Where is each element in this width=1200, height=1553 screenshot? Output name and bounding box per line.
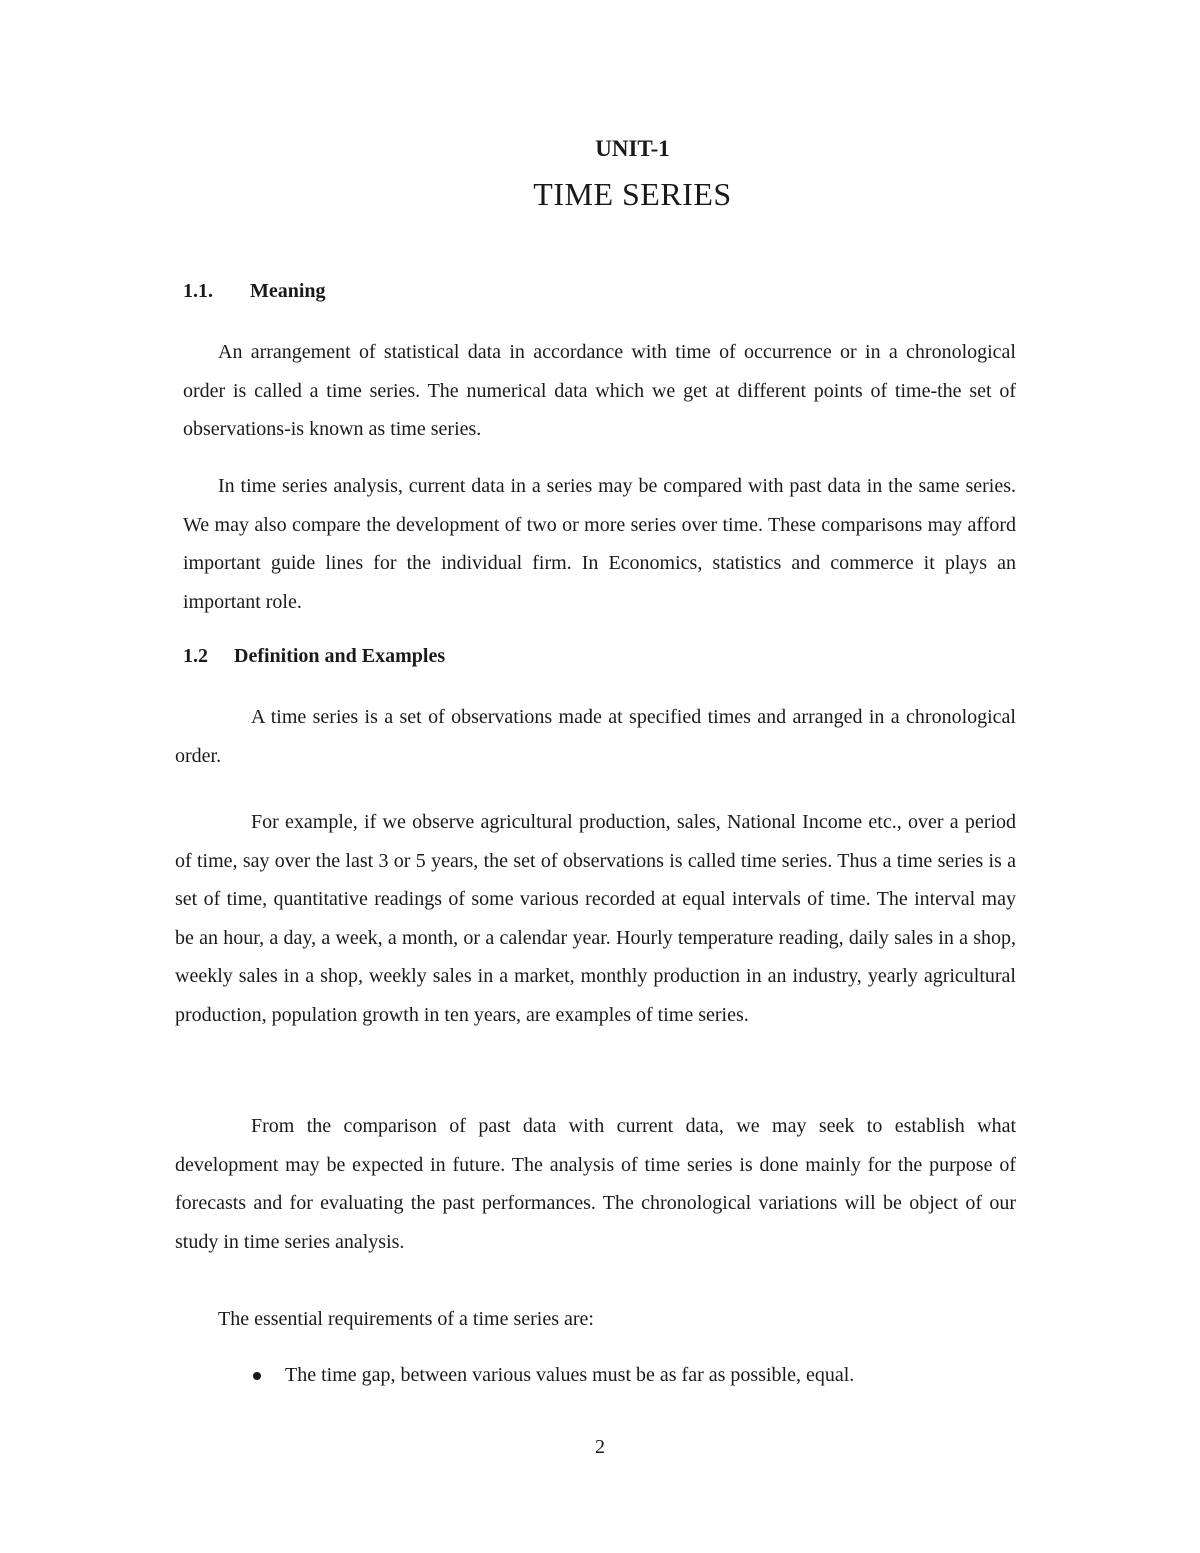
paragraph-definition-2: For example, if we observe agricultural production, sales, National Income etc., over a period of time, say over the last 3 or 5 years, the set of observations is called time series. Thus a time series is a set of time, quantitative readings of some various recorded at equal intervals of time. The interval may be an hour, a day, a week, a month, or a calendar year. Hourly temperature reading, daily sales in a shop, weekly sales in a shop, weekly sales in a market, monthly production in an industry, yearly agricultural production, population growth in ten years, are examples of time series.	[175, 811, 1016, 1026]
section-number: 1.2	[183, 645, 208, 667]
paragraph-meaning-1: An arrangement of statistical data in accordance with time of occurrence or in a chronological order is called a time series. The numerical data which we get at different points of time-the set of observations-is known as time series.	[183, 341, 1016, 440]
paragraph-meaning-2: In time series analysis, current data in a series may be compared with past data in the same series. We may also compare the development of two or more series over time. These comparisons may afford important guide lines for the individual firm. In Economics, statistics and commerce it plays an important role.	[183, 475, 1016, 613]
section-heading-definition	[183, 645, 445, 668]
section-title: Definition and Examples	[234, 645, 446, 667]
paragraph-definition-3: From the comparison of past data with current data, we may seek to establish what development may be expected in future. The analysis of time series is done mainly for the purpose of forecasts and for evaluating the past performances. The chronological variations will be object of our study in time series analysis.	[175, 1115, 1016, 1253]
bullet-list-item	[251, 1364, 854, 1387]
page-number: 2	[595, 1436, 605, 1458]
bullet-text: The time gap, between various values must be as far as possible, equal.	[285, 1364, 855, 1386]
paragraph-requirements-intro: The essential requirements of a time series are:	[218, 1308, 594, 1330]
section-number: 1.1.	[183, 280, 213, 302]
bullet-icon	[253, 1372, 261, 1380]
section-title: Meaning	[250, 280, 326, 302]
unit-label: UNIT-1	[595, 136, 670, 161]
unit-title: TIME SERIES	[533, 176, 732, 212]
paragraph-definition-1: A time series is a set of observations made at specified times and arranged in a chronological order.	[175, 706, 1016, 767]
section-heading-meaning	[183, 280, 326, 303]
